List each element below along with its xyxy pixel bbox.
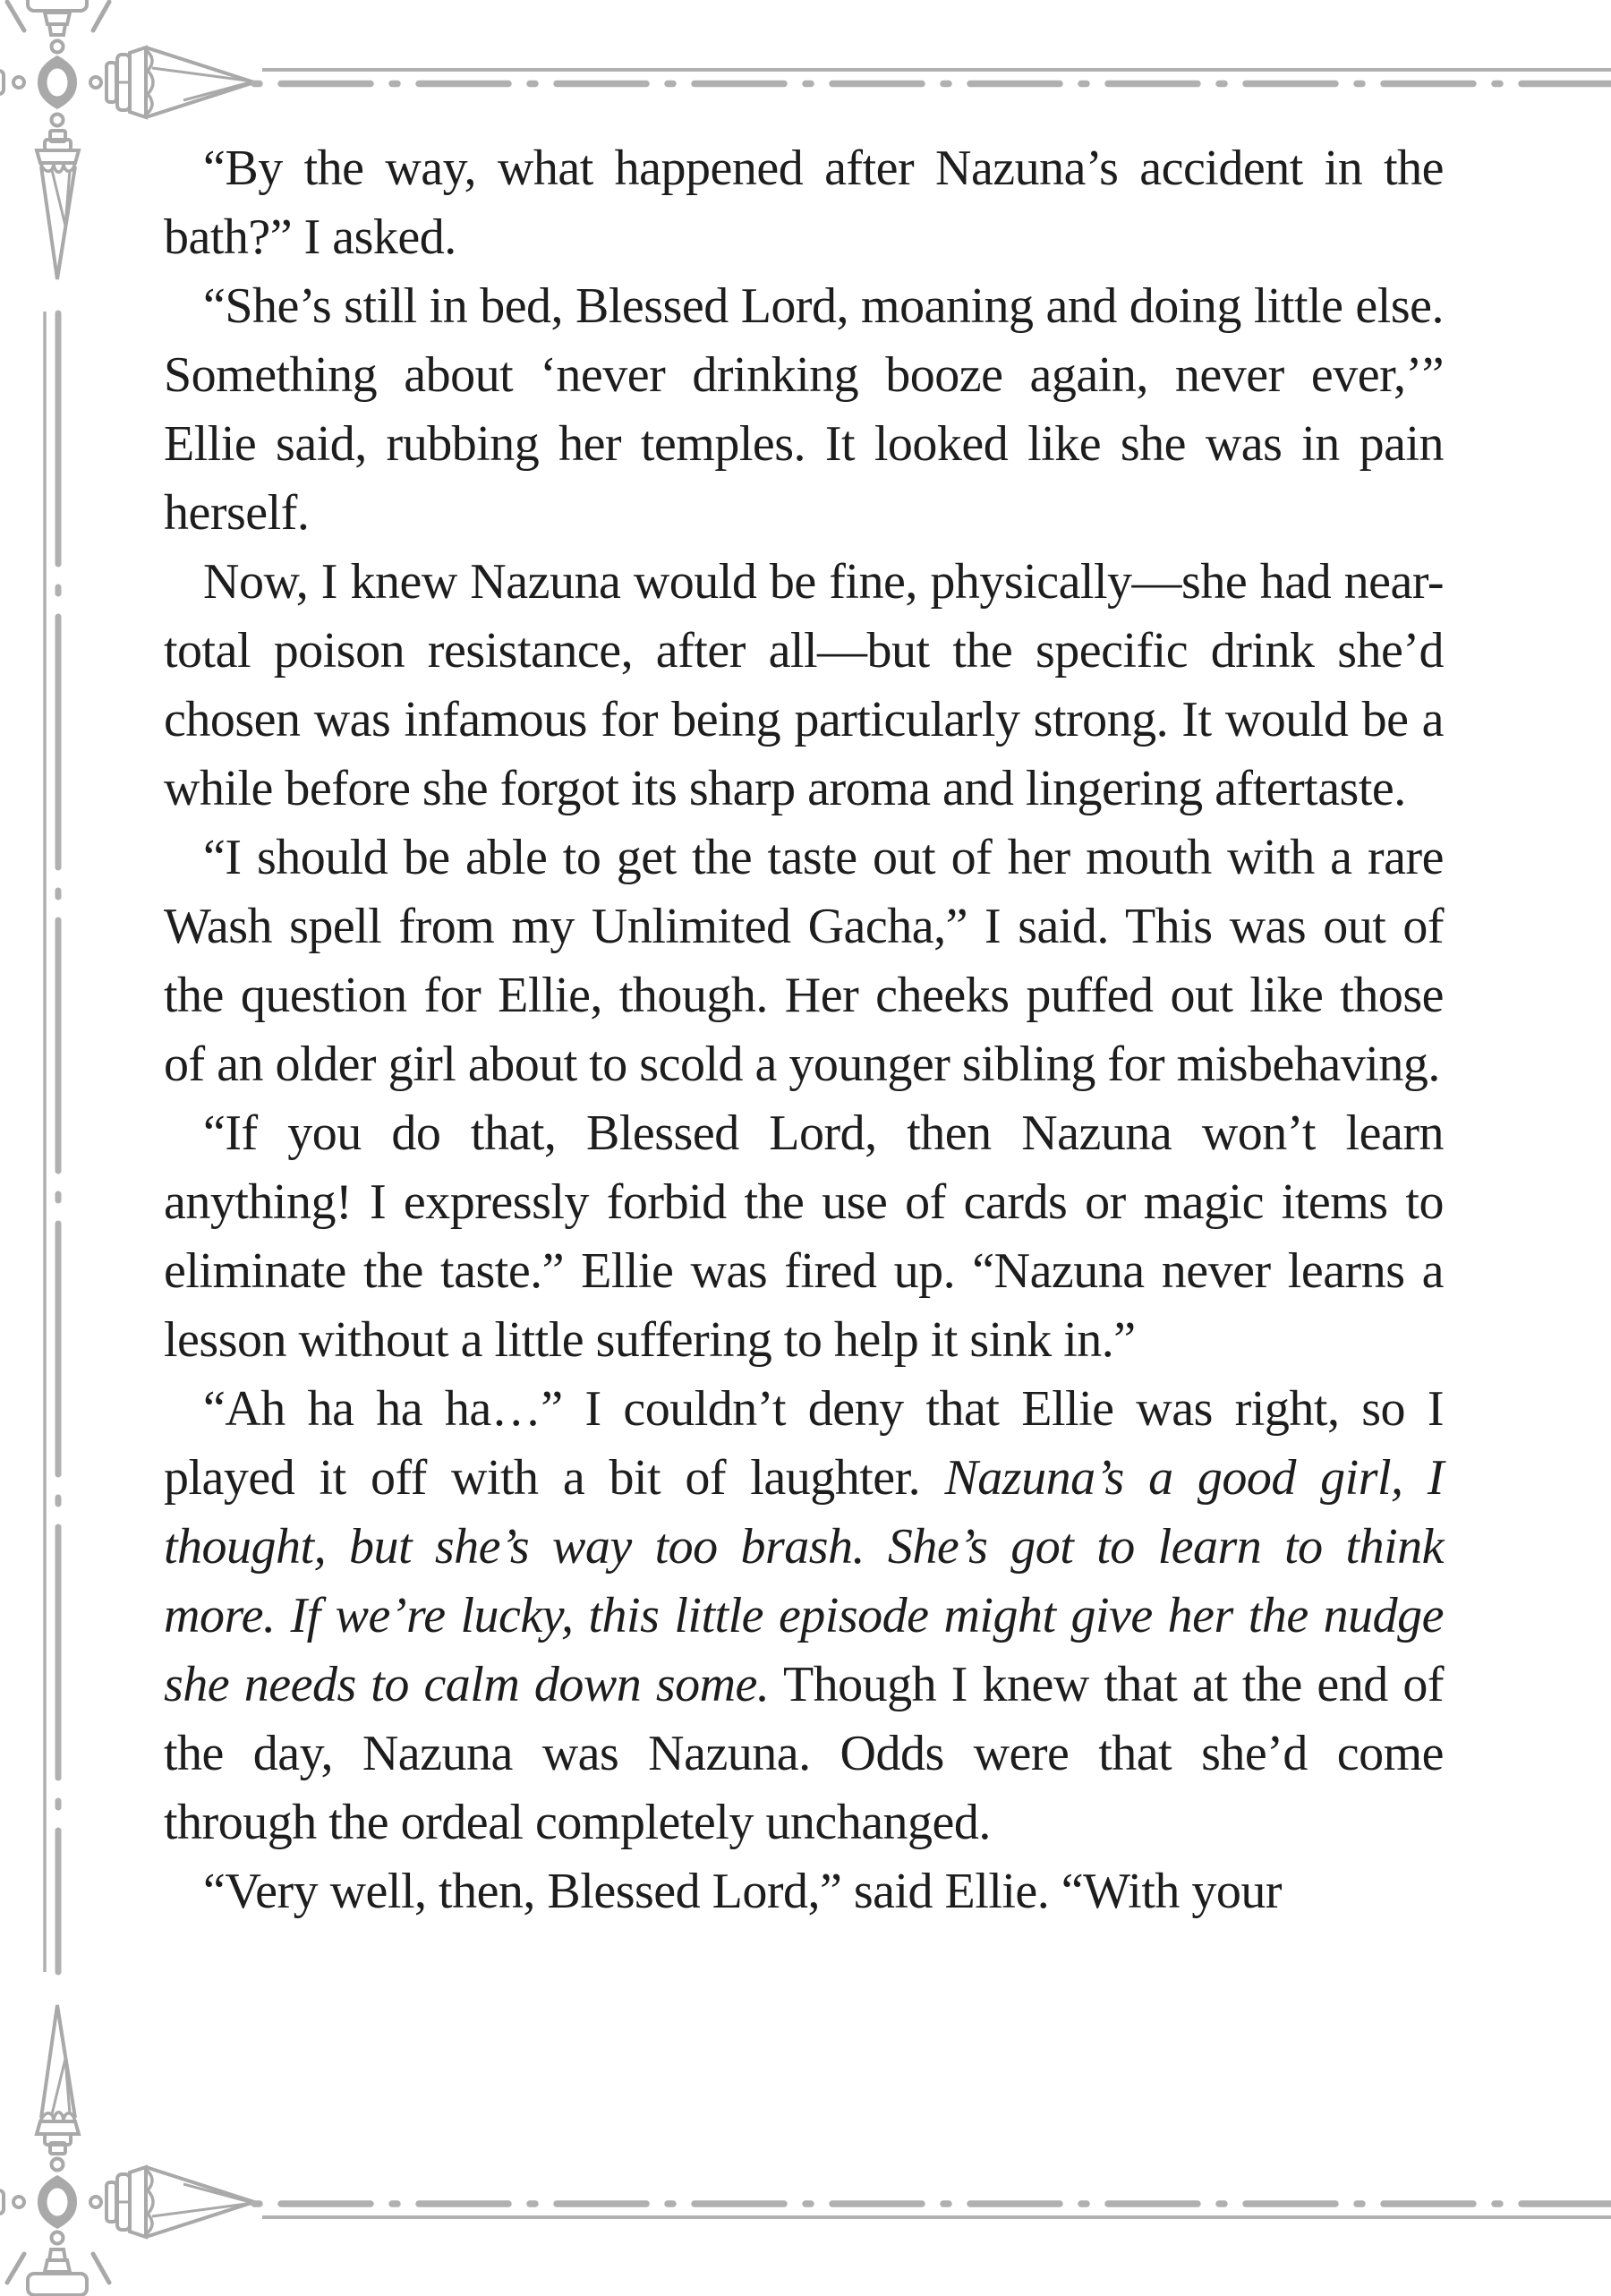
vertical-rule-dash-dot-left	[45, 312, 58, 1972]
page-text	[164, 134, 1444, 1926]
paragraph	[164, 1375, 1444, 1857]
double-rule-dash-dot-top	[254, 70, 1611, 84]
narrative-text: Though I knew that at the end of the day, Nazuna was Nazuna. Odds were that she’d come through the ordeal completely unchanged.	[164, 1657, 1444, 1850]
double-rule-dash-dot-bottom	[254, 2204, 1611, 2217]
narrative-text: “Ah ha ha ha…” I couldn’t deny that Ellie was right, so I played it off with a bit of laughter.	[164, 1381, 1444, 1506]
paragraph	[164, 272, 1444, 548]
corner-crystal-ornament-bottom-left-icon	[0, 2005, 254, 2295]
paragraph	[164, 824, 1444, 1099]
narrative-text: “Very well, then, Blessed Lord,” said Ellie. “With your	[203, 1864, 1283, 1919]
narrative-text: “By the way, what happened after Nazuna’s accident in the bath?” I asked.	[164, 141, 1444, 265]
narrative-text: “If you do that, Blessed Lord, then Nazuna won’t learn anything! I expressly forbid the use of cards or magic items to eliminate the taste.” Ellie was fired up. “Nazuna never learns a lesson without a little suffering to help it sink in.”	[164, 1105, 1444, 1368]
inner-monologue-text: Nazuna’s a good girl, I thought, but she’s way too brash. She’s got to learn to think more. If we’re lucky, this little episode might give her the nudge she needs to calm down some.	[164, 1450, 1444, 1712]
paragraph	[164, 1857, 1444, 1926]
narrative-text: “She’s still in bed, Blessed Lord, moaning and doing little else. Something about ‘never drinking booze again, never ever,’” Ellie said, rubbing her temples. It looked like she was in pain herself.	[164, 278, 1444, 541]
paragraph	[164, 134, 1444, 272]
paragraph	[164, 548, 1444, 824]
paragraph	[164, 1099, 1444, 1375]
narrative-text: “I should be able to get the taste out of her mouth with a rare Wash spell from my Unlimited Gacha,” I said. This was out of the question for Ellie, though. Her cheeks puffed out like those of an older girl about to scold a younger sibling for misbehaving.	[164, 830, 1444, 1092]
narrative-text: Now, I knew Nazuna would be fine, physically—she had near-total poison resistance, after all—but the specific drink she’d chosen was infamous for being particularly strong. It would be a while before she forgot its sharp aroma and lingering aftertaste.	[164, 554, 1444, 816]
